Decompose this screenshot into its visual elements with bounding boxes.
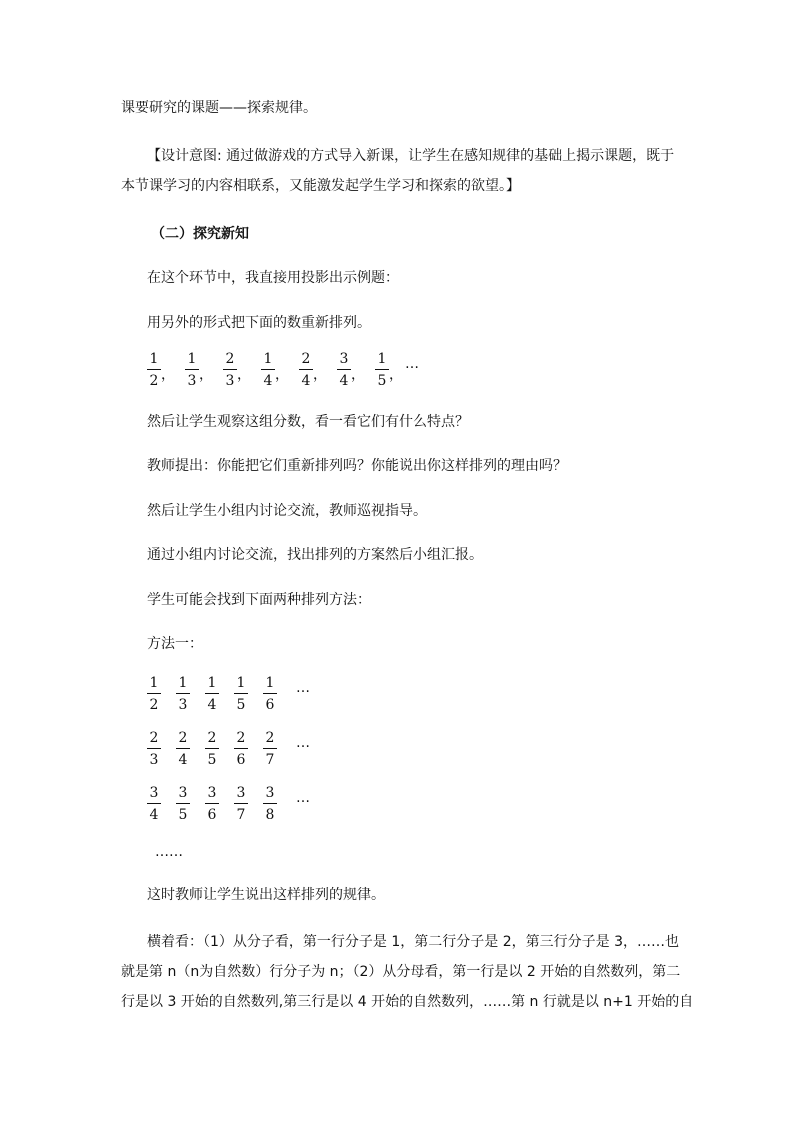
denominator: 3 [178,697,188,713]
fraction [176,674,190,714]
numerator: 2 [178,730,188,746]
text-line-discussion: 然后让学生小组内讨论交流，教师巡视指导。 [147,503,427,519]
denominator: 5 [178,807,188,823]
fraction-bar [205,748,219,749]
numerator: 2 [225,351,235,367]
text-line-task: 用另外的形式把下面的数重新排列。 [147,315,371,331]
method-one-row-2 [147,729,347,773]
denominator: 8 [265,807,275,823]
fraction-bar [223,369,237,370]
denominator: 4 [263,373,273,389]
section-heading: （二）探究新知 [151,226,249,242]
numerator: 3 [149,785,159,801]
method-one-label: 方法一： [147,636,203,652]
denominator: 3 [187,373,197,389]
fraction-bar [261,369,275,370]
fraction-bar [185,369,199,370]
fraction [234,674,248,714]
numerator: 3 [339,351,349,367]
fraction-bar [299,369,313,370]
denominator: 4 [301,373,311,389]
fraction [176,729,190,769]
text-line-observe: 然后让学生观察这组分数，看一看它们有什么特点？ [147,414,469,430]
numerator: 1 [149,351,159,367]
fraction-bar [263,693,277,694]
numerator: 1 [263,351,273,367]
fraction-bar [337,369,351,370]
comma-separator: ， [351,367,365,383]
fraction-bar [147,693,161,694]
fraction-sequence [147,350,447,394]
fraction-bar [147,748,161,749]
denominator: 5 [207,752,217,768]
numerator: 3 [207,785,217,801]
text-line-intro: 在这个环节中，我直接用投影出示例题： [147,270,399,286]
numerator: 2 [301,351,311,367]
numerator: 2 [207,730,217,746]
fraction-bar [205,803,219,804]
text-line-1: 课要研究的课题——探索规律。 [121,100,317,116]
fraction-bar [375,369,389,370]
numerator: 1 [265,675,275,691]
denominator: 3 [149,752,159,768]
denominator: 6 [236,752,246,768]
text-line-report: 通过小组内讨论交流，找出排列的方案然后小组汇报。 [147,547,483,563]
ellipsis-line: …… [155,844,183,860]
text-line-pattern: 这时教师让学生说出这样排列的规律。 [147,887,385,903]
numerator: 2 [149,730,159,746]
numerator: 1 [207,675,217,691]
fraction [375,350,389,390]
fraction-bar [234,803,248,804]
fraction [147,729,161,769]
comma-separator: ， [199,367,213,383]
fraction-bar [147,369,161,370]
denominator: 5 [377,373,387,389]
ellipsis: … [296,680,310,696]
fraction-bar [176,803,190,804]
numerator: 1 [236,675,246,691]
denominator: 2 [149,697,159,713]
fraction [263,784,277,824]
fraction [337,350,351,390]
fraction [263,674,277,714]
ellipsis: … [405,356,419,372]
denominator: 4 [339,373,349,389]
denominator: 6 [265,697,275,713]
ellipsis: … [296,790,310,806]
fraction [299,350,313,390]
denominator: 4 [178,752,188,768]
text-line-horizontal-2: 就是第 n（n为自然数）行分子为 n；（2）从分母看，第一行是以 2 开始的自然数列，第二 [121,964,681,980]
fraction-bar [205,693,219,694]
comma-separator: ， [313,367,327,383]
comma-separator: ， [161,367,175,383]
fraction [263,729,277,769]
fraction [205,784,219,824]
design-intent-line-2: 本节课学习的内容相联系，又能激发起学生学习和探索的欲望。】 [121,178,520,194]
text-line-horizontal-1: 横着看：（1）从分子看，第一行分子是 1，第二行分子是 2，第三行分子是 3，……也 [147,934,679,950]
fraction [261,350,275,390]
fraction-bar [176,748,190,749]
fraction [176,784,190,824]
text-line-teacher-question: 教师提出：你能把它们重新排列吗？你能说出你这样排列的理由吗？ [147,458,567,474]
numerator: 2 [236,730,246,746]
fraction [147,784,161,824]
numerator: 3 [178,785,188,801]
fraction-bar [176,693,190,694]
method-one-row-3 [147,784,347,828]
fraction [234,784,248,824]
fraction-bar [263,803,277,804]
numerator: 1 [149,675,159,691]
comma-separator: ， [275,367,289,383]
numerator: 3 [236,785,246,801]
fraction [205,674,219,714]
fraction [147,350,161,390]
denominator: 5 [236,697,246,713]
fraction-bar [147,803,161,804]
fraction-bar [263,748,277,749]
fraction [147,674,161,714]
fraction [223,350,237,390]
design-intent-line-1: 【设计意图: 通过做游戏的方式导入新课，让学生在感知规律的基础上揭示课题，既于 [147,148,675,164]
numerator: 1 [187,351,197,367]
numerator: 3 [265,785,275,801]
text-line-horizontal-3: 行是以 3 开始的自然数列,第三行是以 4 开始的自然数列，……第 n 行就是以 n+1 开始的自 [121,994,694,1010]
denominator: 6 [207,807,217,823]
denominator: 7 [265,752,275,768]
denominator: 4 [207,697,217,713]
text-line-methods: 学生可能会找到下面两种排列方法： [147,592,371,608]
numerator: 2 [265,730,275,746]
fraction-bar [234,693,248,694]
method-one-row-1 [147,674,347,718]
numerator: 1 [178,675,188,691]
fraction-bar [234,748,248,749]
denominator: 7 [236,807,246,823]
denominator: 4 [149,807,159,823]
fraction [205,729,219,769]
fraction [234,729,248,769]
comma-separator: ， [389,367,403,383]
fraction [185,350,199,390]
ellipsis: … [296,735,310,751]
denominator: 3 [225,373,235,389]
numerator: 1 [377,351,387,367]
comma-separator: ， [237,367,251,383]
denominator: 2 [149,373,159,389]
